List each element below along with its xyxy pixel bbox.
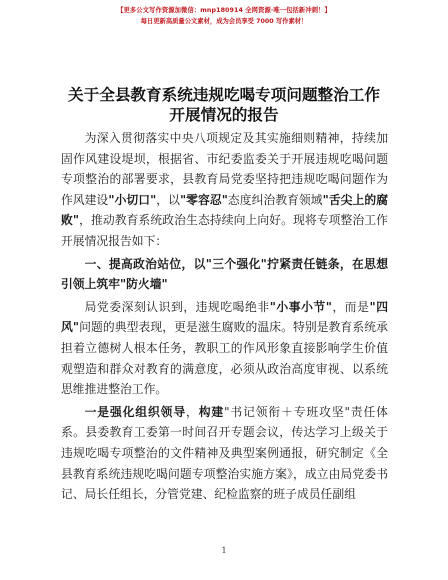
bold-phrase: "小切口" [108,192,157,207]
intro-paragraph [61,128,388,252]
document-title [40,85,408,125]
heading-part: 以"三个强化"拧紧责任链条，在思想引领上筑牢"防火墙" [61,256,388,292]
promo-line-2: 每日更新高质量公文素材，成为会员享受 7000 写作素材！ [140,18,308,25]
promo-line-1: 【更多公文写作资源加微信：mnp180914 全网资源·唯一包括新冲刺！】 [117,7,331,14]
bold-phrase: "舌尖上的腐败" [61,192,388,228]
text-run: ，而是 [331,299,370,314]
section-heading-1 [61,254,388,295]
promo-banner [0,6,448,26]
text-run: 局党委深刻认识到，违规吃喝绝非 [84,299,270,314]
text-run: 问题的典型表现，更是滋生腐败的温床。特别是教育系统承担着立德树人根本任务，教职工的作风形象直接影响学生价值观塑造和群众对教育的满意度，必须从政治高度审视、以系统思维推进整治工作。 [61,320,388,397]
text-run: 为深入贯彻落实中央八项规定及其实施细则精神，持续加固作风建设堤坝，根据省、市纪委监委关于开展违规吃喝问题专项整治的部署要求，县教育局党委坚持把违规吃喝问题作为作风建设 [61,131,388,207]
text-run: "书记领衔＋专班攻坚"责任体系。县委教育工委第一时间召开专题会议，传达学习上级关于违规吃喝专项整治的文件精神及典型案例通报，研究制定《全县教育系统违规吃喝问题专项整治实施方案》，成立由局党委书记、局长任组长，分管党建、纪检监察的班子成员任副组 [61,404,388,502]
bold-phrase: 构建 [198,404,225,419]
bold-phrase: 一是强化组织领导 [84,404,187,419]
title-line-2: 开展情况的报告 [169,106,279,124]
document-body [61,128,388,505]
text-run: ，以 [156,192,180,207]
bold-phrase: "小事小节" [269,299,332,314]
text-run: 态度纠治教育领域 [227,192,323,207]
text-run: ， [186,404,199,419]
text-run: ，推动教育系统政治生态持续向上向好。现将专项整治工作开展情况报告如下： [61,213,388,248]
body-paragraph [61,402,388,505]
heading-part: 一、提高政治站位， [84,256,194,271]
body-paragraph [61,297,388,400]
page-number: 1 [221,546,227,555]
bold-phrase: "零容忍" [179,192,228,207]
bold-phrase: "四风" [61,299,388,335]
title-line-1: 关于全县教育系统违规吃喝专项问题整治工作 [68,86,380,104]
